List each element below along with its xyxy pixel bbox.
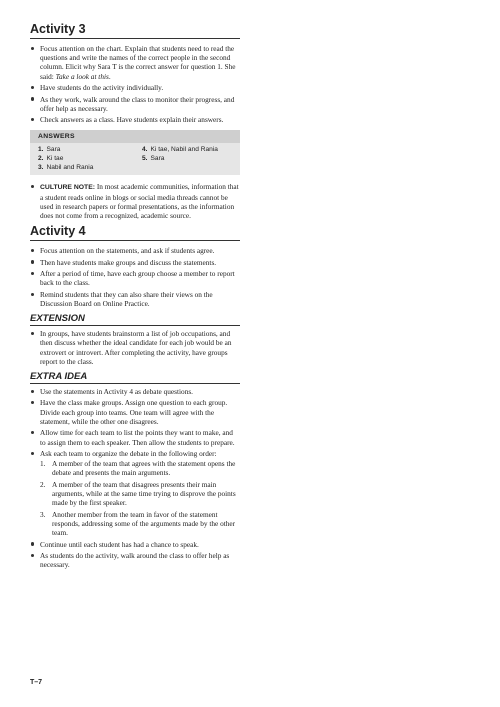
extra-idea-steps <box>30 387 240 569</box>
list-item: Focus attention on the statements, and ask if students agree. <box>30 246 240 255</box>
list-item: Continue until each student has had a chance to speak. <box>30 540 240 549</box>
list-item: Ask each team to organize the debate in the following order: 1. A member of the team that agrees with the statement opens the debate and presents the main arguments. 2. A member of the team that disagrees presents their main arguments, while at the same time trying to disprove the points made by the first speaker. 3. Another member from the team in favor of the statement responds, addressing some of the arguments made by the other team. <box>30 449 240 537</box>
list-item: CULTURE NOTE: In most academic communities, information that a student reads online in blogs or social media threads cannot be used in research papers or formal presentations, as the information does not come from a recognized, academic source. <box>30 182 240 220</box>
list-item: Then have students make groups and discuss the statements. <box>30 258 240 267</box>
page-number: T–7 <box>30 679 43 686</box>
extension-steps <box>30 329 240 366</box>
answer-item: 4. Ki tae, Nabil and Rania <box>142 146 218 154</box>
numbered-item: 3. Another member from the team in favor of the statement responds, addressing some of the arguments made by the other team. <box>40 509 236 538</box>
debate-order-list <box>40 459 240 537</box>
list-item: Focus attention on the chart. Explain that students need to read the questions and write the names of the correct people in the second column. Elicit why Sara T is the correct answer for question 1. She said: Take a look at this. <box>30 44 240 81</box>
culture-note-label: CULTURE NOTE: <box>40 184 95 192</box>
list-item: Allow time for each team to list the points they want to make, and to assign them to each speaker. Then allow the students to prepare. <box>30 428 240 446</box>
answers-box <box>30 130 240 175</box>
extension-heading: EXTENSION <box>30 313 240 326</box>
list-item: Have the class make groups. Assign one question to each group. Divide each group into teams. One team will agree with the statement, while the other one disagrees. <box>30 398 240 426</box>
answer-item: 2. Ki tae <box>38 154 64 162</box>
main-column <box>30 22 240 573</box>
activity-4-heading: Activity 4 <box>30 224 240 241</box>
answers-column-right <box>142 146 232 172</box>
numbered-item: 2. A member of the team that disagrees presents their main arguments, while at the same time trying to disprove the points made by the first speaker. <box>40 479 236 508</box>
list-item: After a period of time, have each group choose a member to report back to the class. <box>30 269 240 287</box>
list-item: Remind students that they can also share their views on the Discussion Board on Online Practice. <box>30 290 240 308</box>
answers-column-left <box>38 146 142 172</box>
activity-4-steps <box>30 246 240 308</box>
numbered-item: 1. A member of the team that agrees with the statement opens the debate and presents the main arguments. <box>40 459 236 478</box>
answers-heading: ANSWERS <box>30 130 240 143</box>
list-item: Use the statements in Activity 4 as debate questions. <box>30 387 240 396</box>
list-item: As they work, walk around the class to monitor their progress, and offer help as necessary. <box>30 95 240 113</box>
activity-3-steps <box>30 44 240 124</box>
answer-item: 5. Sara <box>142 154 165 162</box>
list-item: Have students do the activity individually. <box>30 83 240 92</box>
list-item: As students do the activity, walk around the class to offer help as necessary. <box>30 551 240 569</box>
answers-grid <box>30 143 240 172</box>
culture-note <box>30 182 240 220</box>
activity-3-heading: Activity 3 <box>30 22 240 39</box>
extra-idea-heading: EXTRA IDEA <box>30 371 240 384</box>
list-item: Check answers as a class. Have students explain their answers. <box>30 115 240 124</box>
list-item: In groups, have students brainstorm a list of job occupations, and then discuss whether the ideal candidate for each job would be an extrovert or introvert. After completing the activity, have groups report to the class. <box>30 329 240 366</box>
answer-item: 1. Sara <box>38 146 61 154</box>
answer-item: 3. Nabil and Rania <box>38 163 94 171</box>
